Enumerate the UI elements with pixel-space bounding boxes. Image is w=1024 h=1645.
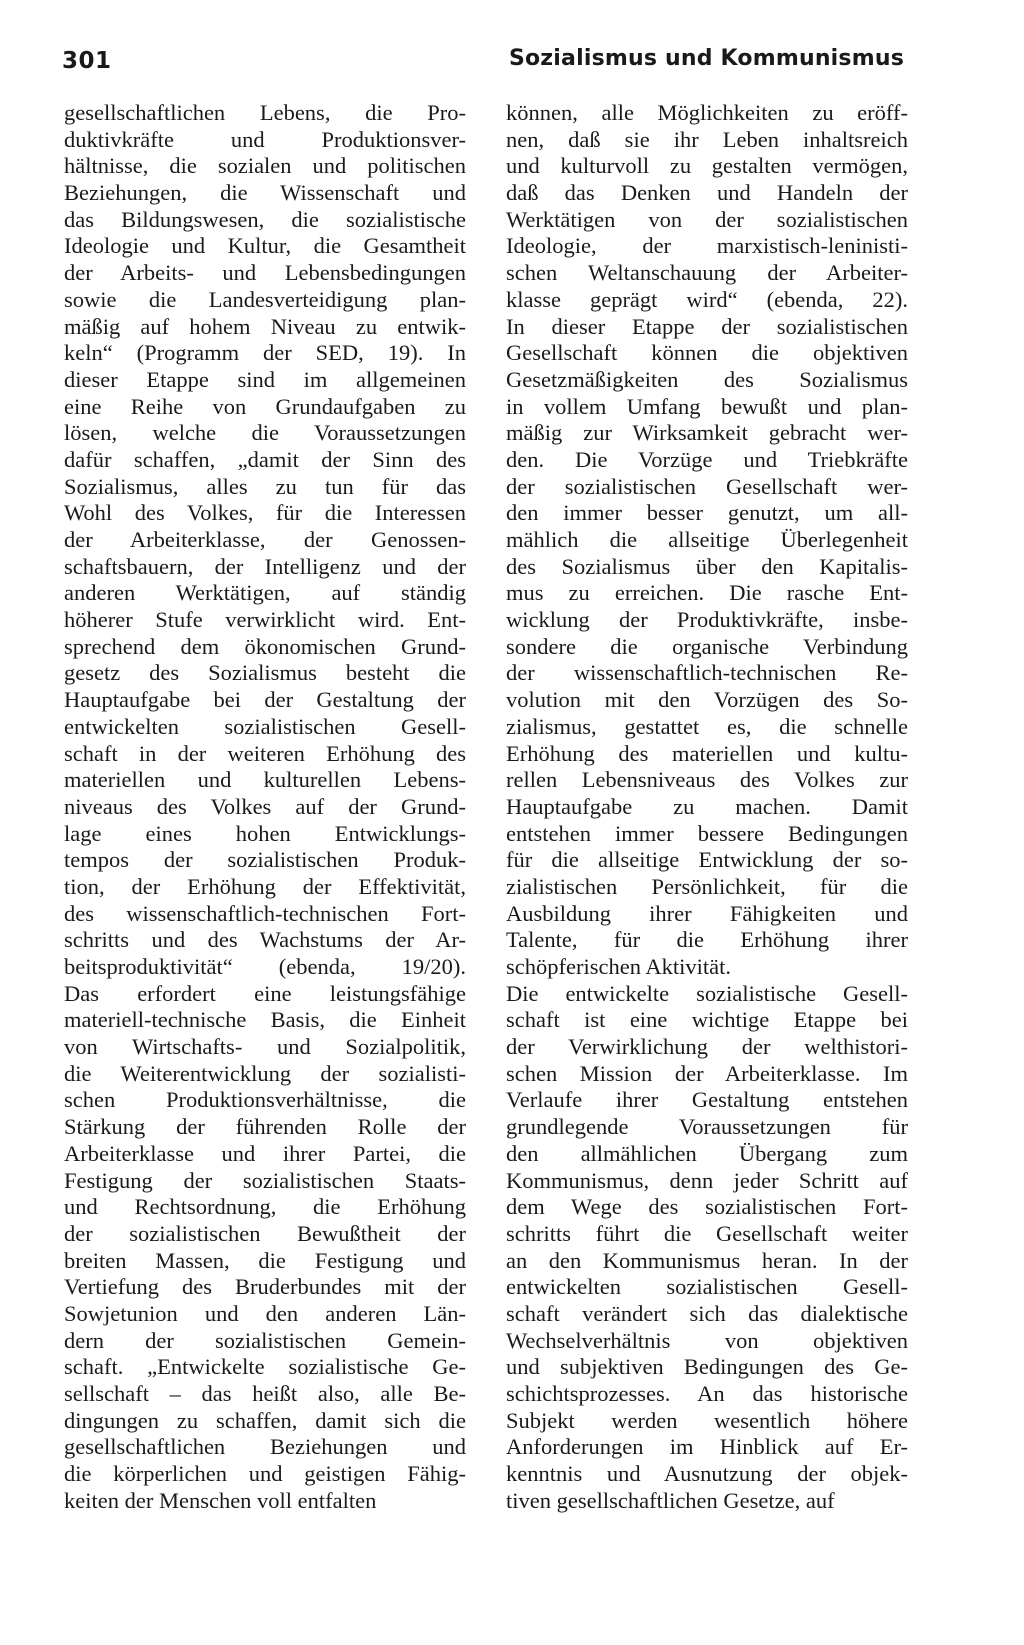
text-line: materiell-technische Basis, die Einheit [64, 1007, 466, 1033]
text-line: mäßig auf hohem Niveau zu entwik- [64, 313, 466, 339]
text-line: beitsproduktivität“ (ebenda, 19/20). [64, 954, 466, 979]
text-line: schaft ist eine wichtige Etappe bei [506, 1007, 908, 1033]
text-line: anderen Werktätigen, auf ständig [64, 580, 466, 606]
text-line: dem Wege des sozialistischen Fort- [506, 1194, 908, 1220]
text-line: Subjekt werden wesentlich höhere [506, 1407, 908, 1433]
text-line: eine Reihe von Grundaufgaben zu [64, 393, 466, 419]
text-line: das Bildungswesen, die sozialistische [64, 206, 466, 232]
text-line: lösen, welche die Voraussetzungen [64, 420, 466, 446]
text-line: der Arbeits- und Lebensbedingungen [64, 260, 466, 286]
text-line: Ideologie und Kultur, die Gesamtheit [64, 233, 466, 259]
text-line: rellen Lebensniveaus des Volkes zur [506, 767, 908, 793]
text-line: Gesellschaft können die objektiven [506, 340, 908, 366]
text-line: gesellschaftlichen Lebens, die Pro- [64, 100, 466, 125]
text-line: der Arbeiterklasse, der Genossen- [64, 527, 466, 552]
text-line: Vertiefung des Bruderbundes mit der [64, 1274, 466, 1300]
text-line: und Rechtsordnung, die Erhöhung [64, 1194, 466, 1220]
text-line: Arbeiterklasse und ihrer Partei, die [64, 1140, 466, 1166]
text-line: sondere die organische Verbindung [506, 633, 908, 659]
text-line: Wohl des Volkes, für die Interessen [64, 500, 466, 526]
text-line: breiten Massen, die Festigung und [64, 1247, 466, 1273]
text-line: Sowjetunion und den anderen Län- [64, 1300, 466, 1326]
text-line: dern der sozialistischen Gemein- [64, 1327, 466, 1353]
text-line: keiten der Menschen voll entfalten [64, 1487, 377, 1513]
text-line: volution mit den Vorzügen des So- [506, 687, 908, 713]
text-line: Sozialismus, alles zu tun für das [64, 473, 466, 499]
text-line: der Verwirklichung der welthistori- [506, 1034, 908, 1060]
page-number: 301 [62, 48, 112, 74]
text-line: tion, der Erhöhung der Effektivität, [64, 873, 466, 899]
text-line: für die allseitige Entwicklung der so- [506, 847, 908, 873]
text-line: des Sozialismus über den Kapitalis- [506, 553, 908, 579]
text-line: mus zu erreichen. Die rasche Ent- [506, 580, 908, 606]
text-line: der wissenschaftlich-technischen Re- [506, 660, 908, 686]
text-line: Werktätigen von der sozialistischen [506, 206, 908, 232]
text-line: schen Produktionsverhältnisse, die [64, 1087, 466, 1113]
text-line: an den Kommunismus heran. In der [506, 1247, 908, 1273]
text-line: schritts und des Wachstums der Ar- [64, 927, 466, 953]
text-line: die Weiterentwicklung der sozialisti- [64, 1060, 466, 1086]
text-line: der sozialistischen Gesellschaft wer- [506, 473, 908, 499]
text-line: hältnisse, die sozialen und politischen [64, 153, 466, 179]
text-line: schen Mission der Arbeiterklasse. Im [506, 1060, 908, 1086]
text-line: duktivkräfte und Produktionsver- [64, 126, 466, 152]
text-line: nen, daß sie ihr Leben inhaltsreich [506, 126, 908, 152]
text-line: Verlaufe ihrer Gestaltung entstehen [506, 1087, 908, 1113]
text-line: Ausbildung ihrer Fähigkeiten und [506, 900, 908, 926]
text-line: Erhöhung des materiellen und kultu- [506, 740, 908, 766]
text-line: schaft verändert sich das dialektische [506, 1300, 908, 1326]
text-line: dingungen zu schaffen, damit sich die [64, 1407, 466, 1433]
text-line: mäßig zur Wirksamkeit gebracht wer- [506, 420, 908, 446]
text-line: sprechend dem ökonomischen Grund- [64, 633, 466, 659]
text-line: Ideologie, der marxistisch-leninisti- [506, 233, 908, 259]
right-text-column [506, 100, 908, 1514]
running-title: Sozialismus und Kommunismus [508, 46, 904, 71]
text-line: tempos der sozialistischen Produk- [64, 847, 466, 873]
text-line: Anforderungen im Hinblick auf Er- [506, 1434, 908, 1460]
text-line: lage eines hohen Entwicklungs- [64, 820, 466, 846]
text-line: entwickelten sozialistischen Gesell- [64, 713, 466, 739]
left-text-column [64, 100, 466, 1514]
text-line: von Wirtschafts- und Sozialpolitik, [64, 1034, 466, 1060]
text-line: In dieser Etappe der sozialistischen [506, 313, 908, 339]
text-line: dafür schaffen, „damit der Sinn des [64, 446, 466, 472]
text-line: entwickelten sozialistischen Gesell- [506, 1274, 908, 1300]
text-line: schichtsprozesses. An das historische [506, 1381, 908, 1406]
text-line: Talente, für die Erhöhung ihrer [506, 927, 908, 953]
text-line: gesetz des Sozialismus besteht die [64, 660, 466, 686]
text-line: kenntnis und Ausnutzung der objek- [506, 1461, 908, 1487]
text-line: zialismus, gestattet es, die schnelle [506, 713, 908, 739]
text-line: schaft. „Entwickelte sozialistische Ge- [64, 1354, 466, 1380]
text-line: höherer Stufe verwirklicht wird. Ent- [64, 607, 466, 633]
text-line: Hauptaufgabe zu machen. Damit [506, 793, 908, 819]
text-line: gesellschaftlichen Beziehungen und [64, 1434, 466, 1460]
text-line: schritts führt die Gesellschaft weiter [506, 1220, 908, 1246]
text-line: in vollem Umfang bewußt und plan- [506, 393, 908, 419]
text-line: den allmählichen Übergang zum [506, 1140, 908, 1166]
text-line: materiellen und kulturellen Lebens- [64, 767, 466, 793]
text-line: den immer besser genutzt, um all- [506, 500, 908, 526]
text-line: Beziehungen, die Wissenschaft und [64, 180, 466, 206]
text-line: Die entwickelte sozialistische Gesell- [506, 980, 908, 1006]
text-line: grundlegende Voraussetzungen für [506, 1114, 908, 1140]
text-line: Hauptaufgabe bei der Gestaltung der [64, 687, 466, 713]
text-line: entstehen immer bessere Bedingungen [506, 820, 908, 846]
text-line: können, alle Möglichkeiten zu eröff- [506, 100, 908, 125]
text-line: sellschaft – das heißt also, alle Be- [64, 1381, 466, 1406]
text-line: daß das Denken und Handeln der [506, 180, 908, 206]
text-line: keln“ (Programm der SED, 19). In [64, 340, 466, 366]
text-line: zialistischen Persönlichkeit, für die [506, 873, 908, 899]
text-line: Kommunismus, denn jeder Schritt auf [506, 1167, 908, 1193]
text-line: des wissenschaftlich-technischen Fort- [64, 900, 466, 926]
text-line: der sozialistischen Bewußtheit der [64, 1220, 466, 1246]
text-line: Festigung der sozialistischen Staats- [64, 1167, 466, 1193]
text-line: niveaus des Volkes auf der Grund- [64, 793, 466, 819]
text-line: klasse geprägt wird“ (ebenda, 22). [506, 286, 908, 312]
text-line: dieser Etappe sind im allgemeinen [64, 366, 466, 392]
text-line: Wechselverhältnis von objektiven [506, 1327, 908, 1353]
text-line: schaftsbauern, der Intelligenz und der [64, 553, 466, 579]
text-line: mählich die allseitige Überlegenheit [506, 527, 908, 552]
text-line: Stärkung der führenden Rolle der [64, 1114, 466, 1140]
text-line: die körperlichen und geistigen Fähig- [64, 1461, 466, 1487]
text-line: schen Weltanschauung der Arbeiter- [506, 260, 908, 286]
text-line: Das erfordert eine leistungsfähige [64, 980, 466, 1006]
text-line: Gesetzmäßigkeiten des Sozialismus [506, 366, 908, 392]
text-line: schaft in der weiteren Erhöhung des [64, 740, 466, 766]
text-line: den. Die Vorzüge und Triebkräfte [506, 446, 908, 472]
text-line: sowie die Landesverteidigung plan- [64, 286, 466, 312]
text-line: schöpferischen Aktivität. [506, 954, 731, 979]
text-line: wicklung der Produktivkräfte, insbe- [506, 607, 908, 633]
text-line: und subjektiven Bedingungen des Ge- [506, 1354, 908, 1380]
text-line: und kulturvoll zu gestalten vermögen, [506, 153, 908, 179]
text-line: tiven gesellschaftlichen Gesetze, auf [506, 1487, 835, 1513]
